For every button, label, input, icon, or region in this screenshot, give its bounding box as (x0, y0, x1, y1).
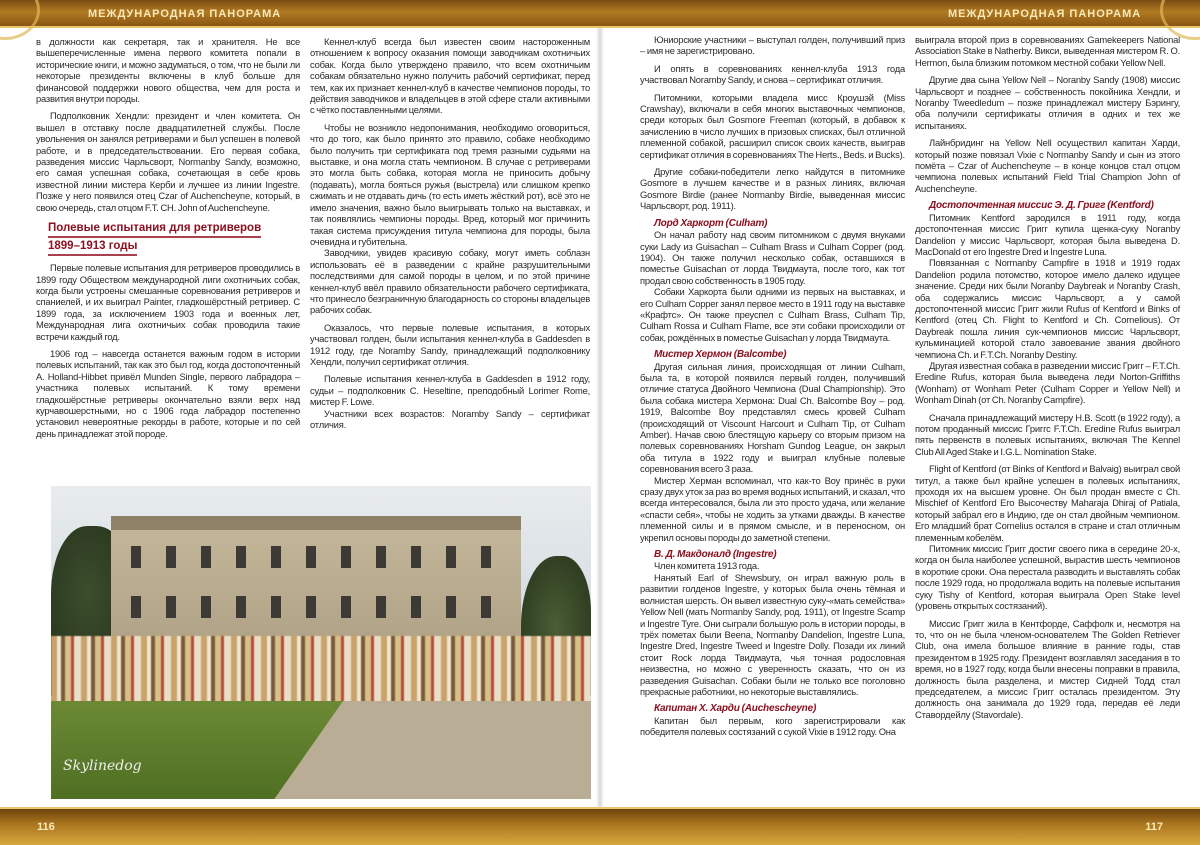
subsection-heading: Капитан Х. Харди (Auchescheyne) (654, 703, 817, 715)
paragraph: выиграла второй приз в соревнованиях Gamekeepers National Association Stake в Natherby. Викси, выведенная мистером R. O. Hermon, была близким потомком местной собаки Yellow Nell. (915, 34, 1180, 68)
paragraph: Первые полевые испытания для ретриверов проводились в 1899 году Обществом международной лиги охотничьих собак, когда были устроены смешанные соревнования ретриверов и спаниелей, и их выиграл Painter, гладкошёрстный ретривер. С 1899 года, за исключением 1903 года и военных лет, Международная лига охотничьих собак проводила такие встречи каждый год. (36, 262, 300, 342)
page-footer-left (0, 807, 600, 845)
subsection-heading: Мистер Хермон (Balcombe) (654, 349, 787, 361)
left-column-1 (36, 36, 300, 439)
paragraph: Другие два сына Yellow Nell – Noranby Sandy (1908) миссис Чарльсворт и позднее – собственность покойника Хендли, и Noranby Tweedledum – позже принадлежал мистеру Бэрингу, оба получили сертификаты отличия в одних и тех же испытаниях. (915, 74, 1180, 131)
section-heading: Полевые испытания для ретриверов 1899–1913 годы (48, 220, 261, 256)
paragraph: Другие собаки-победители легко найдутся в питомнике Gosmore в лучшем качестве и в разных линиях, включая Gosmore Birdie (ранее Normanby Birdie, выведенная миссис Чарльсворт, род. 1911). (640, 166, 905, 212)
paragraph: Чтобы не возникло недопонимания, необходимо оговориться, что до того, как было принято это правило, собаке необходимо было получить три сертификата под тремя разными судьями на выставке, и она могла стать чемпионом. В случае с ретриверами это могла быть собака, которая могла не приносить добычу (подавать), могла бояться ружья (выстрела) или слишком крепко сжимать и не отдавать дичь (то есть иметь жёсткий рот), всё это не имело значения, важно было выигрывать только на выставках, и так появлялись чемпионы породы. Вред, который мог причинить такая система присуждения титула чемпиона для породы, была очевидна и губительна. (310, 121, 590, 247)
paragraph: Нанятый Earl of Shewsbury, он играл важную роль в развитии голденов Ingestre, у которых была очень тёмная и волнистая шерсть. Он вывел известную суку-«мать семейства» Yellow Nell (мать Normanby Sandy, род. 1911), от Ingestre Scamp и Ingestre Tyre. Они сыграли большую роль в истории породы, в трёх пометах были Beena, Normanby Dandelion, Ingestre Luna, Ingestre Dred, Ingestre Tweed и Ingestre Dolly. Позади их линий стоит Rock лорда Твидмаута, чья точная родословная неизвестна, но можно с уверенность сказать, что он из разведения Guisachan. Собаки были не только все поголовно прекрасные работники, но некоторые выставлялись. (640, 571, 905, 697)
paragraph: Участники всех возрастов: Noramby Sandy – сертификат отличия. (310, 407, 590, 430)
paragraph: Юниорские участники – выступал голден, получивший приз – имя не зарегистрировано. (640, 34, 905, 57)
paragraph: Заводчики, увидев красивую собаку, могут иметь соблазн использовать её в разведении с крайне разрушительными последствиями для самой породы в целом, и по этой причине кеннел-клуб ввёл правило обязательности рабочего сертификата, что принесло безграничную благодарность со стороны владельцев рабочих собак. (310, 247, 590, 316)
ornament-swirl-icon (0, 0, 40, 40)
paragraph: Миссис Григг жила в Кентфорде, Саффолк и, несмотря на то, что он не была членом-основателем The Golden Retriever Club, она имела большое влияние в ранние годы, став президентом в 1925 году. Президент возглавлял заседания в то время, но в 1927 году, когда были внесены поправки в правила, должность была разделена, и мистер Сидней Тодд стал председателем, а миссис Григг осталась президентом. Эту должность она занимала до 1929 года, передав её леди Ставордейлу (Stavordale). (915, 617, 1180, 720)
page-spine (596, 0, 604, 845)
section-title: МЕЖДУНАРОДНАЯ ПАНОРАМА (88, 8, 282, 20)
paragraph: Питомник Kentford зародился в 1911 году, когда достопочтенная миссис Григг купила щенка-суку Noranby Dandelion у миссис Чарльсворт, которая была выведена D. MacDonald от его Ingestre Dred и Ingestre Luna. (915, 211, 1180, 257)
paragraph: в должности как секретаря, так и хранителя. Не все вышеперечисленные имена первого комитета попали в исторические книги, и можно задуматься, о том, что не были ли некоторые президенты включены в клуб больше для финансовой поддержки нового общества, чем для роста и развития внутри породы. (36, 36, 300, 105)
crowd-with-dogs (51, 636, 591, 706)
right-column-2 (915, 34, 1180, 720)
subsection-heading: Лорд Харкорт (Culham) (654, 217, 768, 229)
paragraph: Подполковник Хендли: президент и член комитета. Он вышел в отставку после двадцатилетней службы. После увольнения он занялся ретриверами и был успешен в полевой работе, и в председательствовании. Его первая собака, разведения миссис Чарльсворт, Normanby Sandy, возможно, его самая успешная собака, сочетающая в себе кровь известной линии мистера Керби и лучшее из линии Ingestre. Позже у него появился отец Czar of Auchencheyne, который, в свою очередь, стал отцом F.T. CH. John of Auchencheyne. (36, 110, 300, 213)
paragraph: Повязанная с Normanby Campfire в 1918 и 1919 годах Dandelion родила потомство, которое имело далеко идущее значение. Среди них были Noranby Daybreak и Noranby Crash, оба содержались миссис Чарльсворт, а у самой достопочтенной миссис Григг жили Rufus of Kentford и Binks of Kentford (отец Ch. Flight to Kentford и Ch. Cornelious). От Daybreak пошла линия сук-чемпионов миссис Чарльсворт, кульминацией которой стало завоевание звания двойного чемпиона Ch. и F.T.Ch. Noranby Destiny. (915, 257, 1180, 360)
paragraph: 1906 год – навсегда останется важным годом в истории полевых испытаний, так как это был год, когда достопочтенный A. Holland-Hibbet привёл Munden Single, первого лабрадора – участника полевых испытаний. К тому времени гладкошёрстные ретриверы окончательно взяли верх над курчавошерстными, но с 1906 года лабрадор постепенно установил невероятные рекорды в работе, которые и по сей день принадлежат этой породе. (36, 347, 300, 439)
paragraph: Член комитета 1913 года. (654, 560, 760, 572)
paragraph: Питомник миссис Григг достиг своего пика в середине 20-х, когда он была наиболее успешной, вырастив шесть чемпионов в короткие сроки. Она перестала разводить и выставлять собак после 1929 года, но продолжала водить на полевые испытания суку Tishy of Kentford, которая выиграла Open Stake level (уровень открытых состязаний). (915, 543, 1180, 612)
estate-photo (51, 486, 591, 799)
paragraph: Мистер Херман вспоминал, что как-то Boy принёс в руки сразу двух уток за раз во время водных испытаний, и сказал, что всегда интересовался, была ли это просто удача, или желание «спасти себя», чтобы не ходить за утками дважды. В качестве племенной силы и в прямом смысле, и в переносном, он укрепил основы породы до заметной степени. (640, 474, 905, 543)
paragraph: Сначала принадлежащий мистеру H.B. Scott (в 1922 году), а потом проданный миссис Григгс F.T.Ch. Eredine Rufus выиграл пять первенств в полевых испытаниях, включая The Kennel Club All Aged Stake и I.G.L. Nomination Stake. (915, 411, 1180, 457)
page-number: 117 (1145, 821, 1163, 833)
subsection-heading: В. Д. Макдоналд (Ingestre) (654, 549, 777, 561)
paragraph: Собаки Харкорта были одними из первых на выставках, и его Culham Copper занял первое место в 1911 году на выставке «Крафтс». Он также преуспел с Culham Brass, Culham Tip, Culham Rossa и Culham Flame, все эти собаки происходили от собак, рождённых в поместье Guisachan у лорда Твидмаута. (640, 286, 905, 343)
paragraph: Полевые испытания кеннел-клуба в Gaddesden в 1912 году, судьи – подполковник C. Heseltine, преподобный Lorimer Rome, мистер F. Lowe. (310, 373, 590, 408)
page-header-left (0, 0, 600, 28)
page-header-right (600, 0, 1200, 28)
page-footer-right (600, 807, 1200, 845)
paragraph: Питомники, которыми владела мисс Кроушэй (Miss Crawshay), включали в себя многих выставочных чемпионов, среди которых был Gosmore Freeman (который, в добавок к зачислению в число лучших в призовых списках, был отличной племенной собакой, расширил список своих качеств, выиграв сертификат отличия в соревнованиях The Herts., Beds. и Bucks). (640, 91, 905, 160)
right-column-1 (640, 34, 905, 738)
paragraph: Кеннел-клуб всегда был известен своим настороженным отношением к вопросу оказания помощи заводчикам охотничьих собак. Когда было утверждено правило, что всем охотничьим собакам обязательно нужно получить рабочий сертификат, перед тем, как их признает кеннел-клуб в качестве чемпионов породы, то действия заводчиков и владельцев в этой сфере стали активными с чётко поставленными целями. (310, 36, 590, 116)
paragraph: Flight of Kentford (от Binks of Kentford и Balvaig) выиграл свой титул, а также был крайне успешен в полевых испытаниях, проходя их на высшем уровне. Он был продан вместе с Ch. Mischief of Kentford Его Высочеству Maharaja Dhiraj of Patiala, который забрал его в Индию, где он стал двойным чемпионом. Его младший брат Cornelius остался в стране и стал отличным племенным кобелём. (915, 463, 1180, 543)
paragraph: Капитан был первым, кого зарегистрировали как победителя полевых состязаний с сукой Vixie в 1912 году. Она (640, 714, 905, 738)
paragraph: Лайнбридинг на Yellow Nell осуществил капитан Харди, который позже повязал Vixie с Normanby Sandy и сын из этого помёта – Czar of Auchencheyne – в конце концов стал отцом чемпиона полевых испытаний Field Trial Champion John of Auchencheyne. (915, 137, 1180, 194)
paragraph: Другая известная собака в разведении миссис Григг – F.T.Ch. Eredine Rufus, которая была выведена леди Norton-Griffiths (Wonham) от Wonham Peter (Culham Copper и Yellow Nell) и Wonham Dinah (от Ch. Noranby Campfire). (915, 359, 1180, 406)
section-title: МЕЖДУНАРОДНАЯ ПАНОРАМА (948, 8, 1142, 20)
paragraph: Оказалось, что первые полевые испытания, в которых участвовал голден, были испытания кеннел-клуба в Gaddesden в 1912 году, где Noramby Sandy, принадлежащий подполковнику Хендли, получил сертификат отличия. (310, 321, 590, 367)
photographer-signature: Skylinedog (63, 758, 142, 774)
paragraph: Другая сильная линия, происходящая от линии Culham, была та, в которой появился первый голден, получивший отличие статуса Двойного Чемпиона (Dual Championship). Это была собака мистера Хермона: Dual Ch. Balcombe Boy – род. 1919, Balcombe Boy представлял смесь кровей Culham (происходящий от Viscount Harcourt и Culham Tip, от Culham Amber). Начав свою блестящую карьеру со вторым призом на полевых соревнованиях Horsham Gundog League, он закрыл оба титула в 1922 году и выиграл клубные полевые соревнования всего 3 раза. (640, 360, 905, 475)
paragraph: Он начал работу над своим питомником с двумя внуками суки Lady из Guisachan – Culham Brass и Culham Copper (род. 1904). Он также получил несколько собак, оставшихся в поместье Guisachan от лорда Твидмаута, после того, как тот продал свою собственность в 1905 году. (640, 229, 905, 286)
left-column-2 (310, 36, 590, 430)
page-number: 116 (37, 821, 55, 833)
paragraph: И опять в соревнованиях кеннел-клуба 1913 года участвовал Noramby Sandy, и снова – сертификат отличия. (640, 62, 905, 86)
subsection-heading: Достопочтенная миссис Э. Д. Григг (Kentford) (929, 200, 1154, 212)
